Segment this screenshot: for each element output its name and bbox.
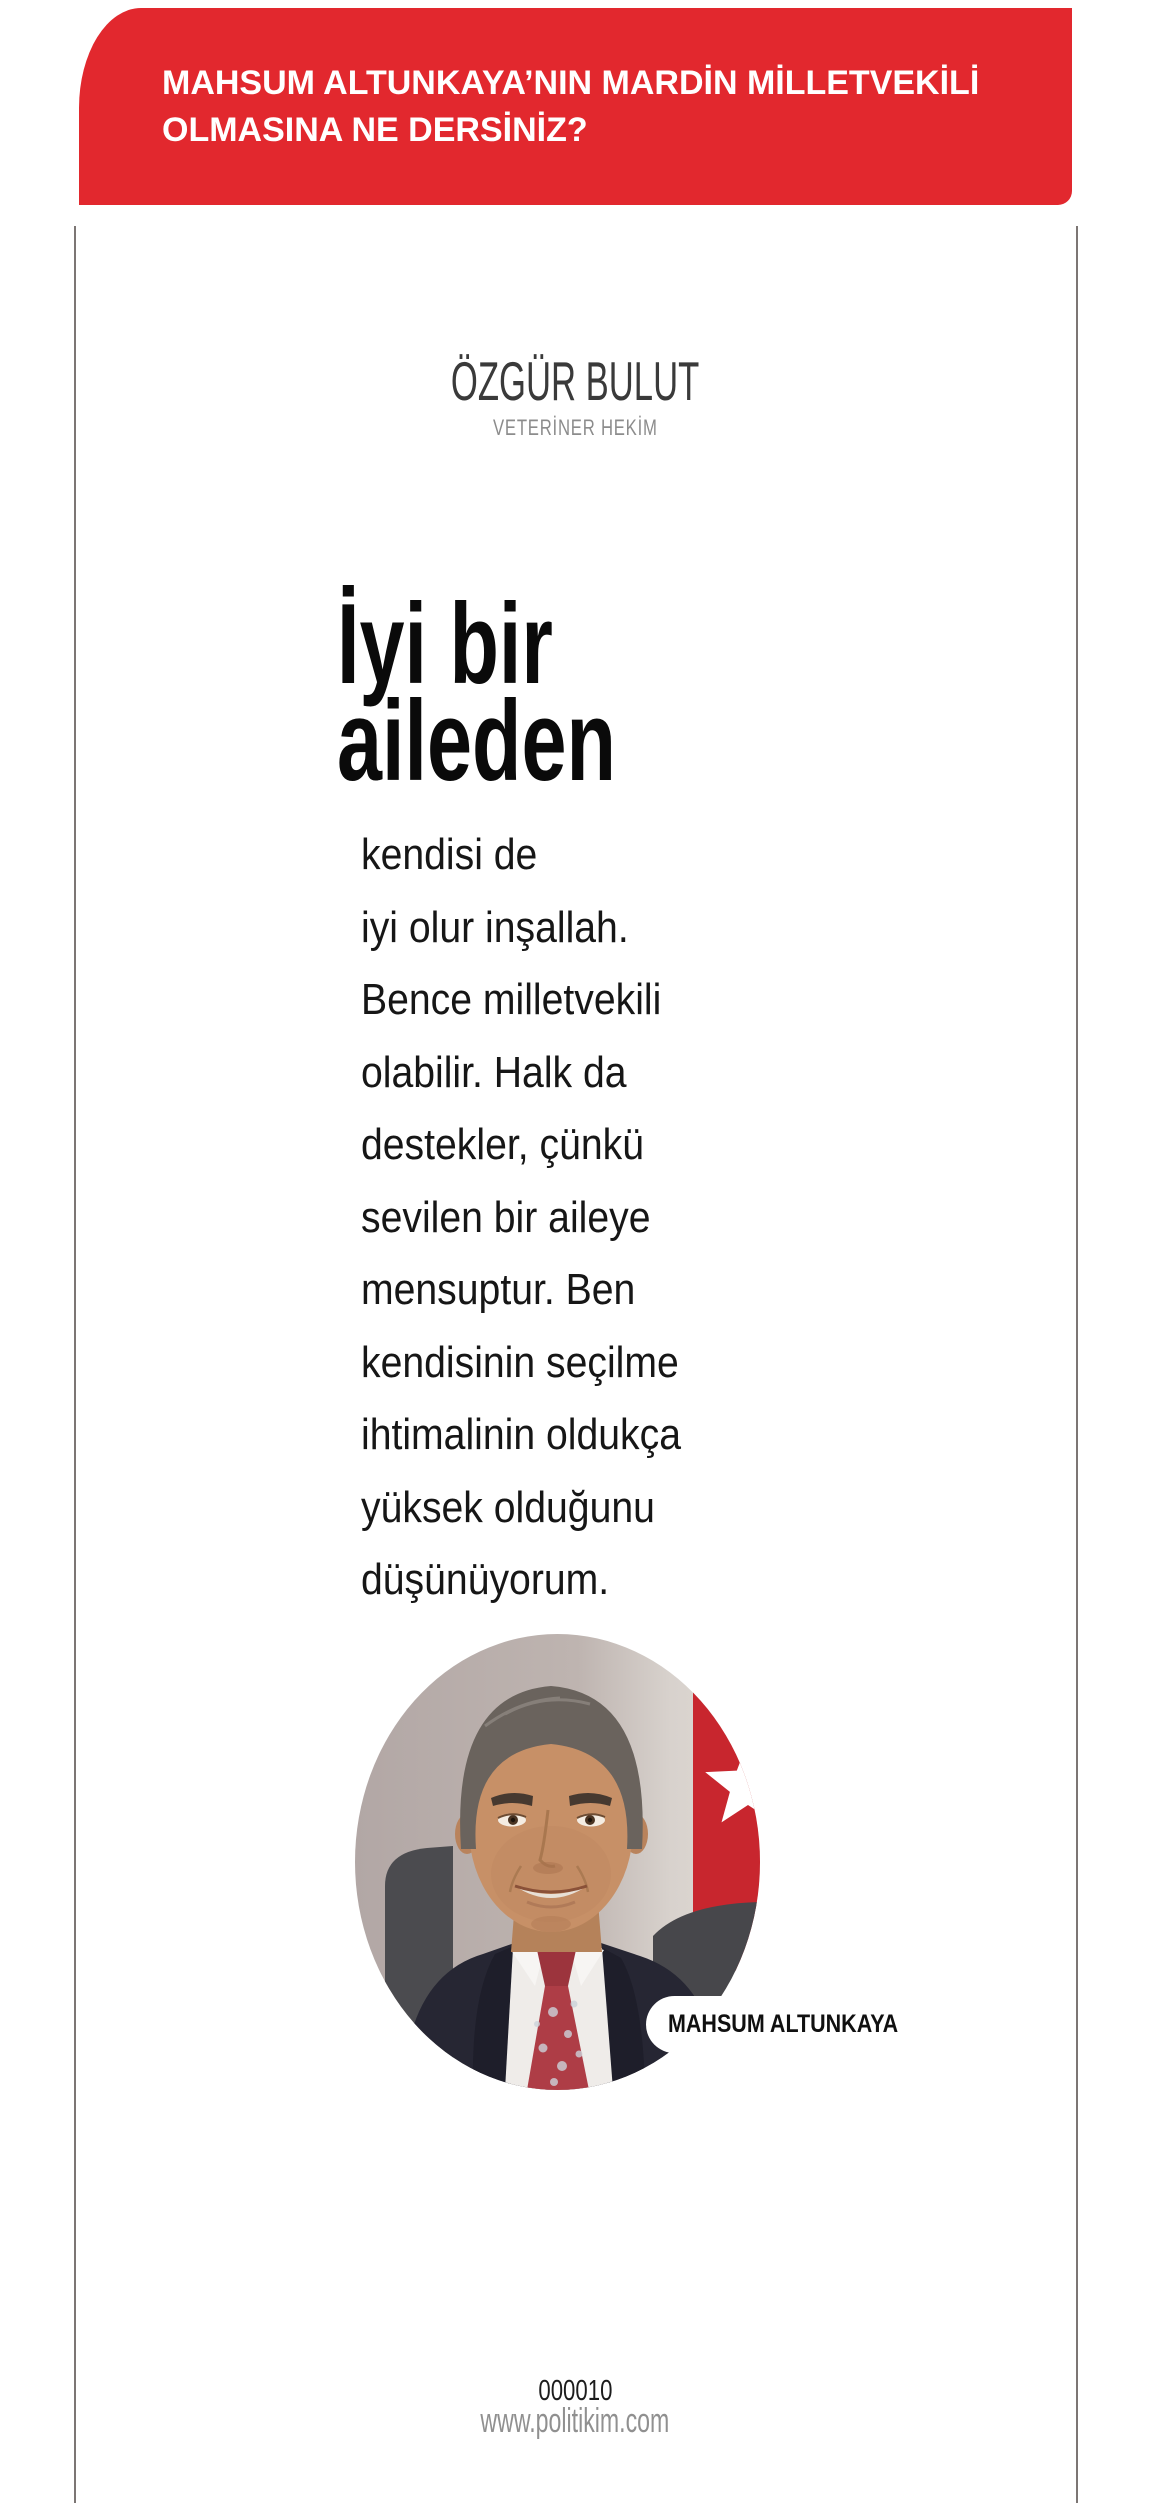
question-line-1: MAHSUM ALTUNKAYA’NIN MARDİN MİLLETVEKİLİ (162, 64, 980, 102)
question-line-2: OLMASINA NE DERSİNİZ? (162, 111, 588, 149)
frame-rule-left (74, 226, 76, 2503)
quote-line: yüksek olduğunu (361, 1482, 655, 1532)
quote-line: kendisinin seçilme (361, 1337, 679, 1387)
quote-headline (337, 581, 616, 805)
question-text (162, 60, 979, 154)
quote-headline-line-1: İyi bir (337, 581, 553, 708)
quote-line: ihtimalinin oldukça (361, 1410, 681, 1459)
quote-line: mensuptur. Ben (361, 1265, 636, 1314)
quote-line: kendisi de (361, 830, 538, 879)
quote-headline-line-2: aileden (337, 678, 616, 805)
photo-label: MAHSUM ALTUNKAYA (668, 2010, 899, 2038)
question-banner (79, 8, 1072, 205)
quote-body (361, 819, 681, 1617)
quote-line: iyi olur inşallah. (361, 902, 629, 952)
quote-line: destekler, çünkü (361, 1120, 644, 1169)
frame-rule-right (1076, 226, 1078, 2503)
quote-line: sevilen bir aileye (361, 1192, 651, 1242)
interviewee-name: ÖZGÜR BULUT (450, 350, 700, 412)
footer-website-url: www.politikim.com (480, 2402, 670, 2440)
footer-code: 000010 (537, 2375, 613, 2407)
interviewee-profession: VETERİNER HEKİM (492, 415, 658, 440)
quote-line: olabilir. Halk da (361, 1047, 627, 1097)
quote-line: Bence milletvekili (361, 975, 662, 1024)
quote-line: düşünüyorum. (361, 1555, 610, 1604)
